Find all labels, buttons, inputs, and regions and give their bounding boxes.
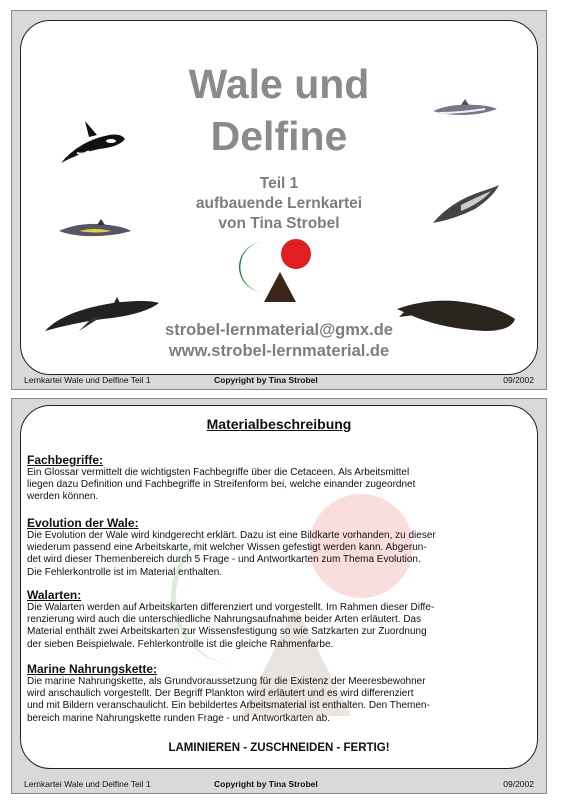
- section-line: Die Evolution der Wale wird kindgerecht erklärt. Dazu ist eine Bildkarte vorhanden, zu dieser: [27, 530, 436, 541]
- description-title: Materialbeschreibung: [206, 416, 352, 432]
- cover-author: von Tina Strobel: [218, 215, 340, 232]
- section-fachbegriffe: [27, 453, 531, 504]
- cover-title-line2: Delfine: [210, 113, 348, 159]
- card-footer: [24, 373, 534, 387]
- section-line: det wird dieser Themenbereich durch 5 Frage - und Antwortkarten zum Thema Evolution.: [27, 554, 421, 566]
- section-line: Die marine Nahrungskette, als Grundvoraussetzung für die Existenz der Meeresbewohner: [27, 676, 426, 687]
- section-line: Ein Glossar vermittelt die wichtigsten Fachbegriffe über die Cetaceen. Als Arbeitsmittel: [27, 467, 410, 478]
- cover-card: [11, 10, 547, 390]
- section-line: Die Walarten werden auf Arbeitskarten differenziert und vorgestellt. Im Rahmen dieser Diffe-: [27, 602, 435, 613]
- section-heading: Walarten:: [27, 588, 82, 602]
- description-panel: [20, 405, 538, 769]
- contact-email: strobel-lernmaterial@gmx.de: [165, 321, 393, 339]
- card-footer: [24, 777, 534, 791]
- footer-series: Lernkartei Wale und Delfine Teil 1: [24, 375, 151, 385]
- section-line: wird anschaulich vorgestellt. Der Begriff Plankton wird erläutert und es wird differenziert: [27, 688, 414, 700]
- cover-subtitle-part: Teil 1: [259, 175, 299, 192]
- section-line: und mit Bildern veranschaulicht. Ein bebildertes Arbeitsmaterial ist enthalten. Den Themen-: [27, 700, 430, 712]
- section-walarten: [27, 588, 531, 651]
- section-line: bereich marine Nahrungskette runden Frage - und Antwortkarten ab.: [27, 712, 330, 724]
- contact-website: www.strobel-lernmaterial.de: [168, 342, 390, 360]
- publisher-logo-icon: [236, 236, 316, 311]
- instruction-banner: LAMINIEREN - ZUSCHNEIDEN - FERTIG!: [168, 742, 390, 754]
- section-evolution: [27, 516, 531, 579]
- description-card: [11, 398, 547, 794]
- cover-title-line1: Wale und: [188, 61, 370, 107]
- section-heading: Evolution der Wale:: [27, 516, 139, 530]
- section-line: renzierung wird auch die unterschiedliche Nahrungsaufnahme beider Arten erläutert. Das: [27, 614, 422, 626]
- footer-series: Lernkartei Wale und Delfine Teil 1: [24, 779, 151, 789]
- section-line: Die Fehlerkontrolle ist im Material enthalten.: [27, 566, 223, 578]
- section-line: liegen dazu Definition und Fachbegriffe in Streifenform bei, welche einander zugeordnet: [27, 479, 416, 491]
- cover-subtitle-series: aufbauende Lernkartei: [195, 195, 363, 212]
- cover-panel: [20, 20, 538, 375]
- section-line: Material enthält zwei Arbeitskarten zur Wissensfestigung so wie Satzkarten zur Zuordnung: [27, 626, 427, 638]
- section-line: werden können.: [27, 491, 99, 503]
- footer-copyright: Copyright by Tina Strobel: [214, 779, 318, 789]
- section-line: wiederum passend eine Arbeitskarte, mit welcher Wissen gefestigt werden kann. Abgerun-: [27, 542, 427, 554]
- section-heading: Marine Nahrungskette:: [27, 662, 158, 676]
- section-nahrungskette: [27, 662, 531, 725]
- section-line: der sieben Beispielwale. Fehlerkontrolle ist die gleiche Rahmenfarbe.: [27, 638, 334, 650]
- section-heading: Fachbegriffe:: [27, 453, 104, 467]
- footer-copyright: Copyright by Tina Strobel: [214, 375, 318, 385]
- footer-date: 09/2002: [503, 375, 534, 385]
- footer-date: 09/2002: [503, 779, 534, 789]
